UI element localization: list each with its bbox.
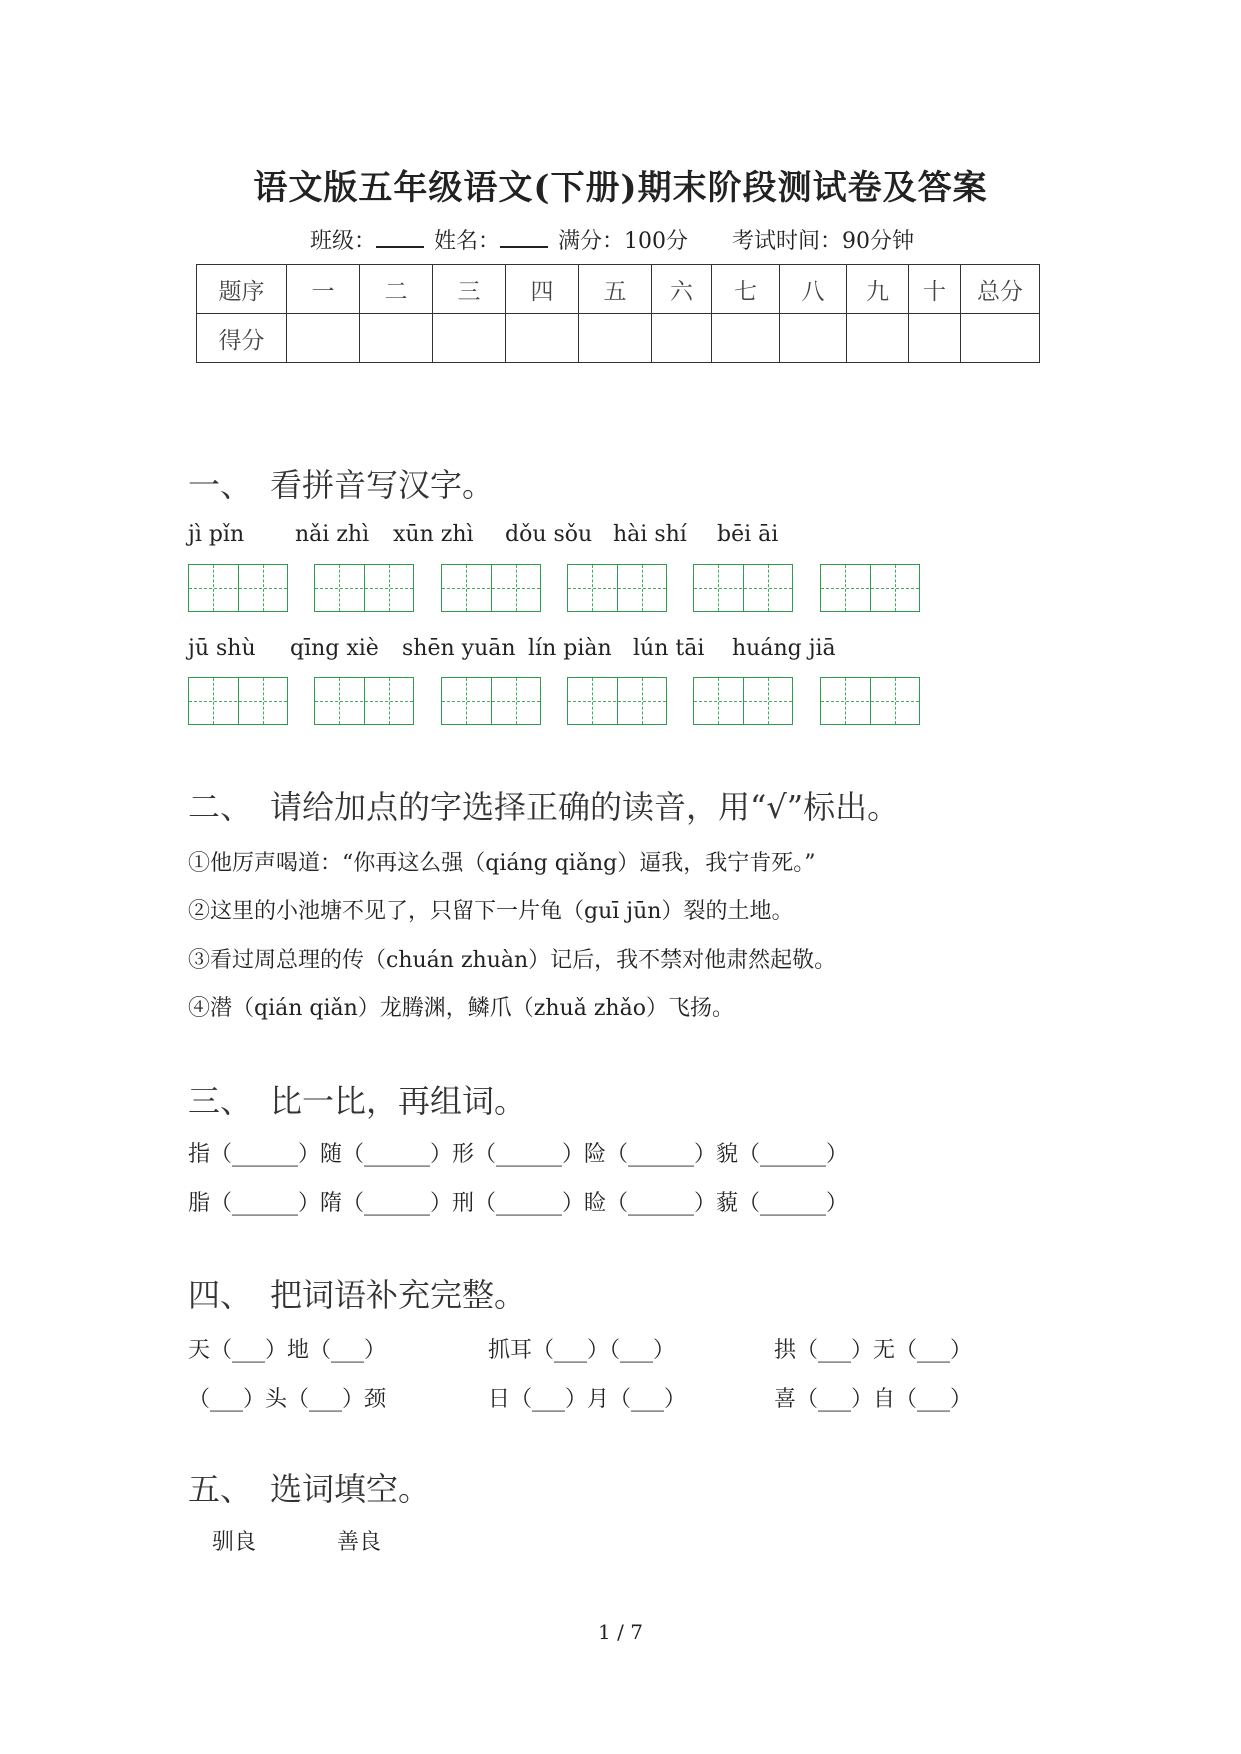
word-option: 善良 bbox=[337, 1530, 382, 1555]
exam-time: 考试时间：90分钟 bbox=[732, 229, 914, 254]
writing-box[interactable] bbox=[314, 564, 414, 612]
header-cell: 五 bbox=[579, 265, 652, 314]
score-cell[interactable] bbox=[780, 314, 847, 363]
question-line: （___）头（___）颈 bbox=[188, 1387, 387, 1412]
header-cell: 三 bbox=[433, 265, 506, 314]
writing-box[interactable] bbox=[693, 564, 793, 612]
writing-box[interactable] bbox=[820, 564, 920, 612]
pinyin: lín piàn bbox=[528, 636, 612, 661]
header-cell: 八 bbox=[780, 265, 847, 314]
writing-box[interactable] bbox=[188, 677, 288, 725]
pinyin: lún tāi bbox=[633, 636, 705, 661]
section-number: 四、 bbox=[188, 1276, 253, 1314]
score-cell[interactable] bbox=[652, 314, 712, 363]
score-table-row bbox=[197, 314, 1040, 363]
header-cell: 九 bbox=[847, 265, 909, 314]
row-label: 得分 bbox=[197, 314, 287, 363]
header-cell: 总分 bbox=[961, 265, 1040, 314]
score-cell[interactable] bbox=[579, 314, 652, 363]
score-cell[interactable] bbox=[433, 314, 506, 363]
section-4-heading bbox=[188, 1270, 526, 1316]
writing-box[interactable] bbox=[314, 677, 414, 725]
score-cell[interactable] bbox=[287, 314, 360, 363]
writing-box[interactable] bbox=[567, 677, 667, 725]
pinyin: huáng jiā bbox=[732, 636, 836, 661]
pinyin: qīng xiè bbox=[290, 636, 379, 661]
writing-box[interactable] bbox=[441, 677, 541, 725]
question-line: ③看过周总理的传（chuán zhuàn）记后，我不禁对他肃然起敬。 bbox=[188, 948, 837, 973]
class-field bbox=[310, 224, 424, 255]
writing-box[interactable] bbox=[441, 564, 541, 612]
question-line: 拱（___）无（___） bbox=[774, 1338, 973, 1363]
pinyin: shēn yuān bbox=[402, 636, 516, 661]
section-title: 把词语补充完整。 bbox=[270, 1276, 527, 1314]
question-line: 抓耳（___）（___） bbox=[488, 1338, 676, 1363]
header-cell: 题序 bbox=[197, 265, 287, 314]
section-number: 二、 bbox=[188, 788, 253, 826]
score-cell[interactable] bbox=[909, 314, 961, 363]
score-cell[interactable] bbox=[712, 314, 780, 363]
section-5-heading bbox=[188, 1464, 430, 1510]
writing-box[interactable] bbox=[567, 564, 667, 612]
page-number: 1 / 7 bbox=[598, 1620, 643, 1644]
class-blank bbox=[376, 226, 424, 248]
pinyin: xūn zhì bbox=[393, 522, 474, 547]
full-score: 满分：100分 bbox=[558, 229, 688, 254]
section-title: 请给加点的字选择正确的读音，用“√”标出。 bbox=[270, 788, 900, 826]
section-title: 选词填空。 bbox=[270, 1470, 431, 1508]
header-cell: 四 bbox=[506, 265, 579, 314]
page-title: 语文版五年级语文(下册)期末阶段测试卷及答案 bbox=[253, 168, 988, 208]
score-cell[interactable] bbox=[506, 314, 579, 363]
writing-box[interactable] bbox=[188, 564, 288, 612]
question-line: 日（___）月（___） bbox=[488, 1387, 687, 1412]
question-line: ②这里的小池塘不见了，只留下一片龟（guī jūn）裂的土地。 bbox=[188, 899, 794, 924]
pinyin: nǎi zhì bbox=[295, 522, 370, 547]
section-1-heading bbox=[188, 460, 494, 506]
score-cell[interactable] bbox=[961, 314, 1040, 363]
section-number: 五、 bbox=[188, 1470, 253, 1508]
section-2-heading bbox=[188, 782, 899, 828]
name-field bbox=[434, 224, 548, 255]
section-3-heading bbox=[188, 1076, 526, 1122]
score-table bbox=[196, 264, 1040, 363]
question-line: 指（______）随（______）形（______）险（______）貌（______） bbox=[188, 1142, 849, 1167]
writing-box[interactable] bbox=[693, 677, 793, 725]
header-cell: 二 bbox=[360, 265, 433, 314]
word-option: 驯良 bbox=[212, 1530, 257, 1555]
pinyin: bēi āi bbox=[717, 522, 779, 547]
section-title: 看拼音写汉字。 bbox=[270, 466, 495, 504]
pinyin: jū shù bbox=[188, 636, 256, 661]
score-cell[interactable] bbox=[847, 314, 909, 363]
question-line: 喜（___）自（___） bbox=[774, 1387, 973, 1412]
section-number: 三、 bbox=[188, 1082, 253, 1120]
question-line: 脂（______）隋（______）刑（______）睑（______）藐（______） bbox=[188, 1191, 849, 1216]
pinyin: jì pǐn bbox=[188, 522, 245, 547]
name-blank bbox=[500, 226, 548, 248]
header-cell: 十 bbox=[909, 265, 961, 314]
question-line: ④潜（qián qiǎn）龙腾渊，鳞爪（zhuǎ zhǎo）飞扬。 bbox=[188, 996, 734, 1021]
writing-box[interactable] bbox=[820, 677, 920, 725]
pinyin: hài shí bbox=[613, 522, 687, 547]
section-title: 比一比，再组词。 bbox=[270, 1082, 527, 1120]
score-cell[interactable] bbox=[360, 314, 433, 363]
header-cell: 六 bbox=[652, 265, 712, 314]
score-table-header bbox=[197, 265, 1040, 314]
header-cell: 七 bbox=[712, 265, 780, 314]
question-line: ①他厉声喝道：“你再这么强（qiáng qiǎng）逼我，我宁肯死。” bbox=[188, 851, 816, 876]
section-number: 一、 bbox=[188, 466, 253, 504]
question-line: 天（___）地（___） bbox=[188, 1338, 387, 1363]
header-cell: 一 bbox=[287, 265, 360, 314]
class-label: 班级： bbox=[310, 229, 377, 254]
pinyin: dǒu sǒu bbox=[505, 522, 593, 547]
name-label: 姓名： bbox=[434, 229, 501, 254]
